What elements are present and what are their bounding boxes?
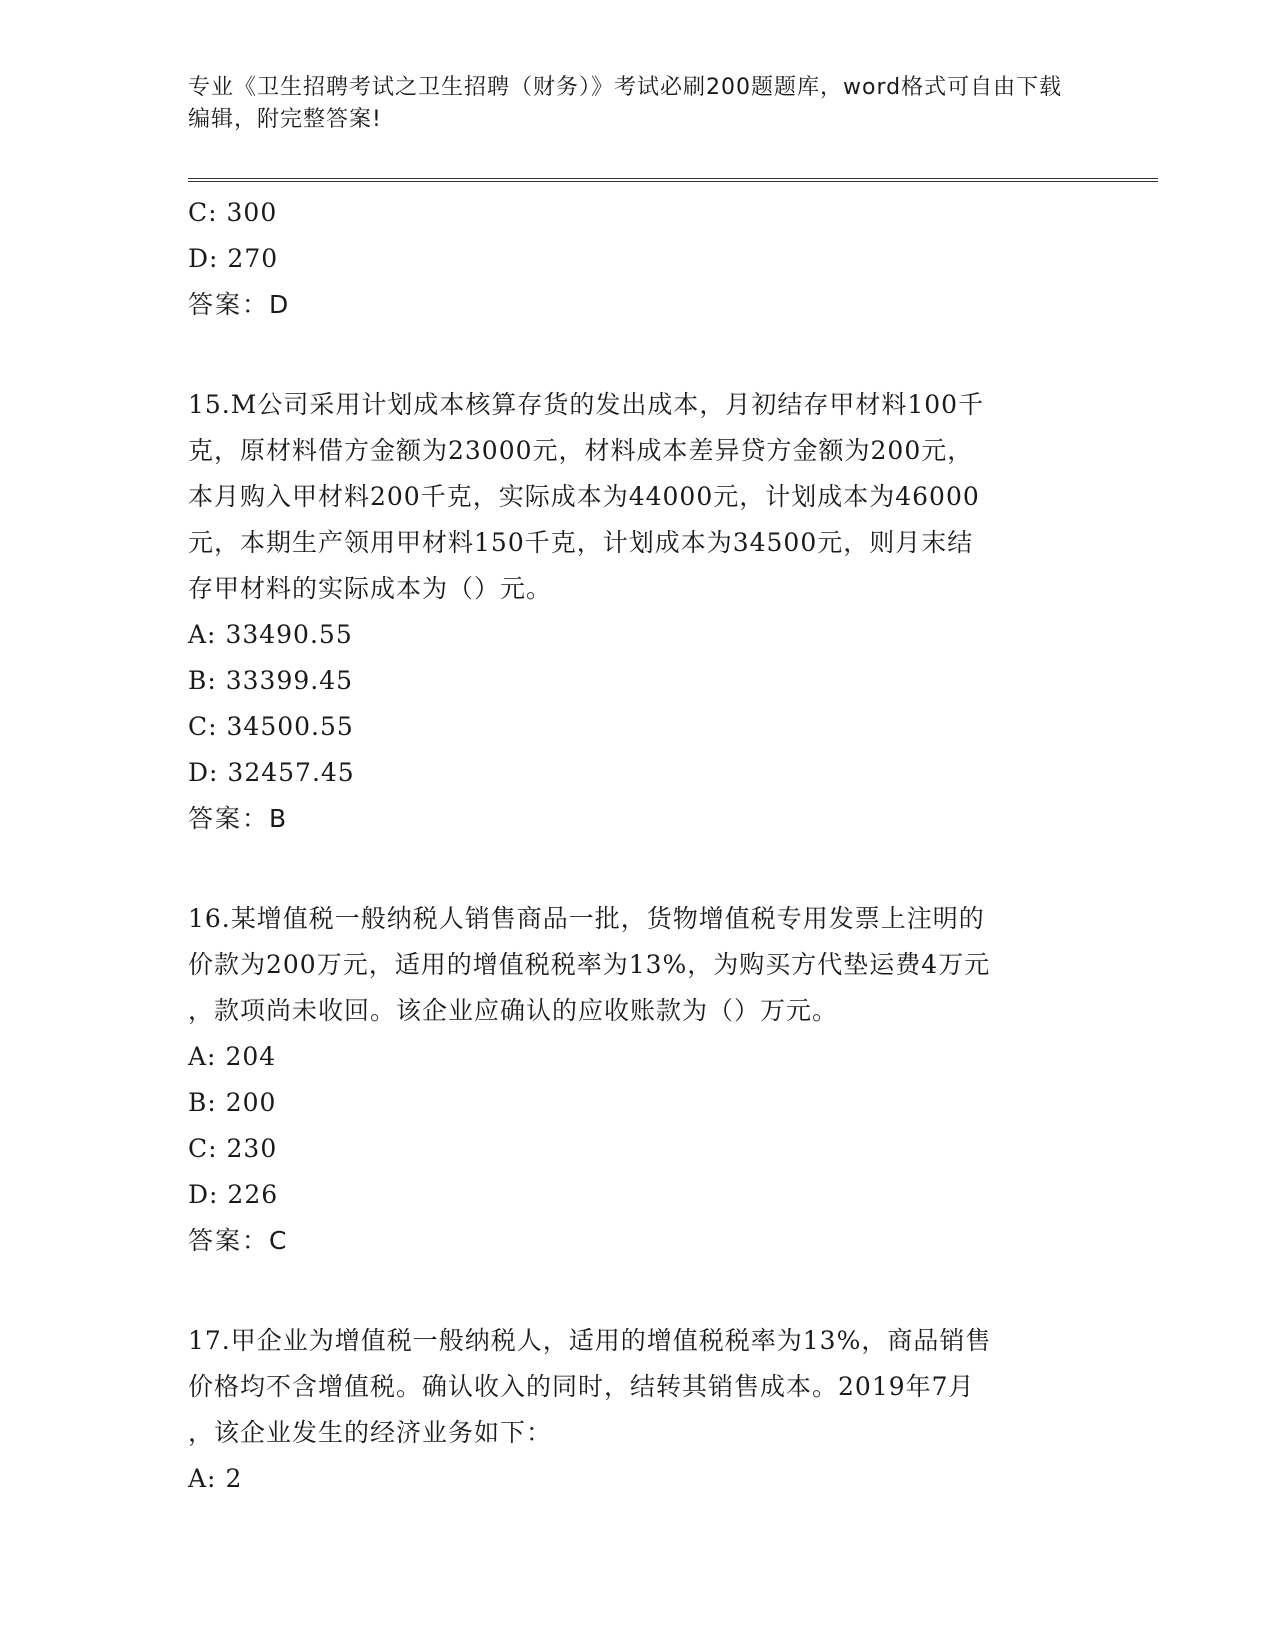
question-stem-line: 17.甲企业为增值税一般纳税人，适用的增值税税率为13%，商品销售 <box>188 1326 992 1355</box>
question-15 <box>188 382 1088 842</box>
question-stem-line: 15.M公司采用计划成本核算存货的发出成本，月初结存甲材料100千 <box>188 390 985 419</box>
option-a: A: 2 <box>188 1464 243 1493</box>
option-d: D: 32457.45 <box>188 758 355 787</box>
option-b: B: 200 <box>188 1088 277 1117</box>
answer: 答案：D <box>188 290 291 319</box>
option-a: A: 33490.55 <box>188 620 353 649</box>
question-16 <box>188 896 1088 1264</box>
header-divider <box>188 178 1158 182</box>
question-stem-line: 存甲材料的实际成本为（）元。 <box>188 574 553 603</box>
question-stem-line: 本月购入甲材料200千克，实际成本为44000元，计划成本为46000 <box>188 482 980 511</box>
question-stem-line: 16.某增值税一般纳税人销售商品一批，货物增值税专用发票上注明的 <box>188 904 985 933</box>
question-stem-line: 价格均不含增值税。确认收入的同时，结转其销售成本。2019年7月 <box>188 1372 975 1401</box>
answer: 答案：B <box>188 804 289 833</box>
option-c: C: 230 <box>188 1134 278 1163</box>
question-stem-line: 克，原材料借方金额为23000元，材料成本差异贷方金额为200元， <box>188 436 974 465</box>
document-header <box>188 72 1068 136</box>
question-stem-line: ，该企业发生的经济业务如下： <box>188 1418 553 1447</box>
option-d: D: 226 <box>188 1180 279 1209</box>
question-17 <box>188 1318 1088 1502</box>
option-c: C: 34500.55 <box>188 712 354 741</box>
option-a: A: 204 <box>188 1042 277 1071</box>
option-c: C: 300 <box>188 198 278 227</box>
answer: 答案：C <box>188 1226 289 1255</box>
question-stem-line: 元，本期生产领用甲材料150千克，计划成本为34500元，则月末结 <box>188 528 974 557</box>
question-stem-line: 价款为200万元，适用的增值税税率为13%，为购买方代垫运费4万元 <box>188 950 991 979</box>
option-d: D: 270 <box>188 244 279 273</box>
header-title: 专业《卫生招聘考试之卫生招聘（财务）》考试必刷200题题库，word格式可自由下载编辑，附完整答案! <box>188 75 1063 132</box>
option-b: B: 33399.45 <box>188 666 354 695</box>
question-stem-line: ，款项尚未收回。该企业应确认的应收账款为（）万元。 <box>188 996 839 1025</box>
prev-question-tail <box>188 190 1088 328</box>
document-body <box>188 190 1088 1502</box>
